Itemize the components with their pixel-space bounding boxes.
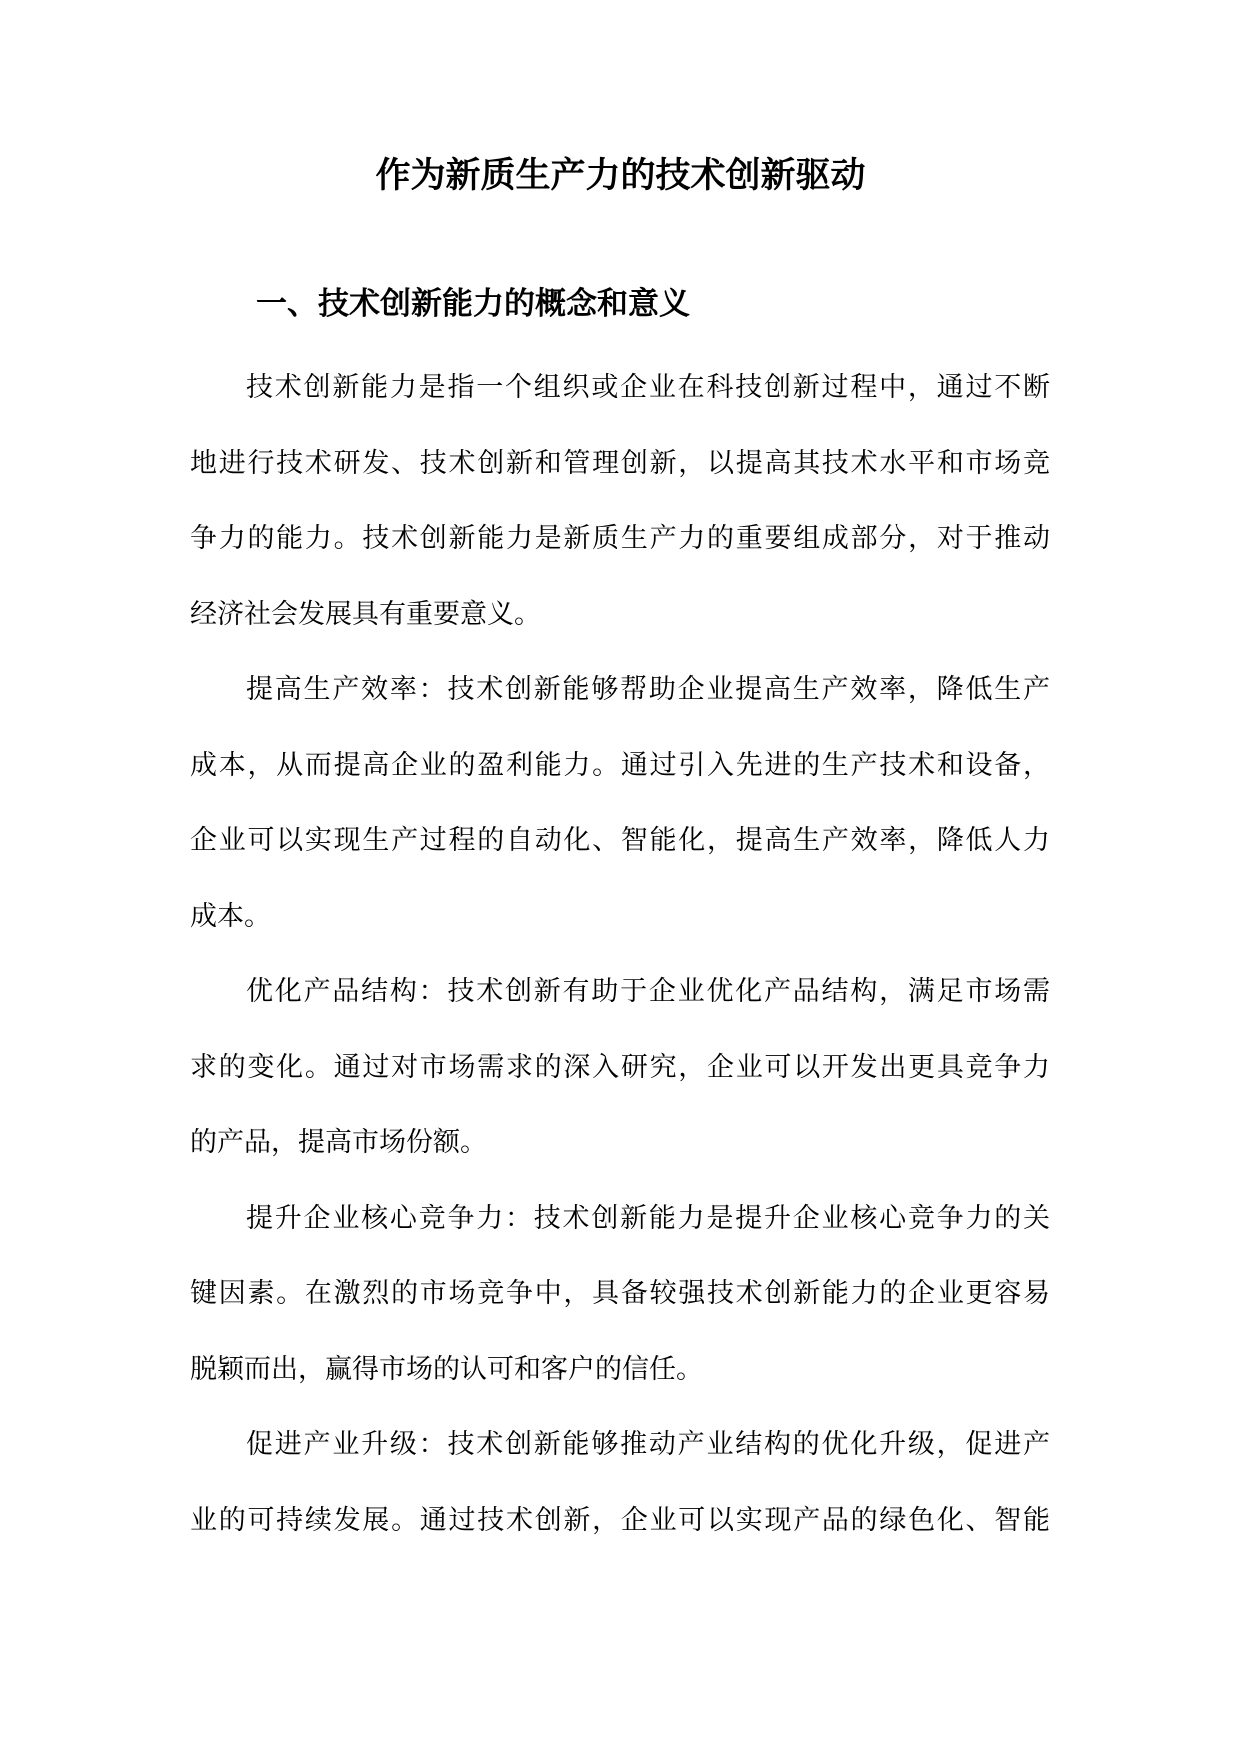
paragraph-line: 成本，从而提高企业的盈利能力。通过引入先进的生产技术和设备， <box>190 750 1050 781</box>
paragraph-line: 的产品，提高市场份额。 <box>190 1127 487 1158</box>
paragraph-line: 业的可持续发展。通过技术创新，企业可以实现产品的绿色化、智能 <box>190 1505 1050 1536</box>
paragraph-line: 提升企业核心竞争力：技术创新能力是提升企业核心竞争力的关 <box>246 1203 1050 1234</box>
paragraph-line: 优化产品结构：技术创新有助于企业优化产品结构，满足市场需 <box>246 976 1050 1007</box>
paragraph-line: 键因素。在激烈的市场竞争中，具备较强技术创新能力的企业更容易 <box>190 1278 1050 1309</box>
paragraph-line: 技术创新能力是指一个组织或企业在科技创新过程中，通过不断 <box>246 372 1050 403</box>
paragraph-line: 地进行技术研发、技术创新和管理创新，以提高其技术水平和市场竞 <box>190 448 1050 479</box>
document-title: 作为新质生产力的技术创新驱动 <box>375 155 866 196</box>
paragraph-line: 脱颖而出，赢得市场的认可和客户的信任。 <box>190 1354 703 1385</box>
paragraph-line: 经济社会发展具有重要意义。 <box>190 599 541 630</box>
paragraph-line: 企业可以实现生产过程的自动化、智能化，提高生产效率，降低人力 <box>190 825 1050 856</box>
paragraph-line: 争力的能力。技术创新能力是新质生产力的重要组成部分，对于推动 <box>190 523 1050 554</box>
paragraph-line: 提高生产效率：技术创新能够帮助企业提高生产效率，降低生产 <box>246 674 1050 705</box>
paragraph-line: 求的变化。通过对市场需求的深入研究，企业可以开发出更具竞争力 <box>190 1052 1050 1083</box>
paragraph-line: 促进产业升级：技术创新能够推动产业结构的优化升级，促进产 <box>246 1429 1050 1460</box>
paragraph-line: 成本。 <box>190 901 271 932</box>
section-heading: 一、技术创新能力的概念和意义 <box>256 286 690 322</box>
